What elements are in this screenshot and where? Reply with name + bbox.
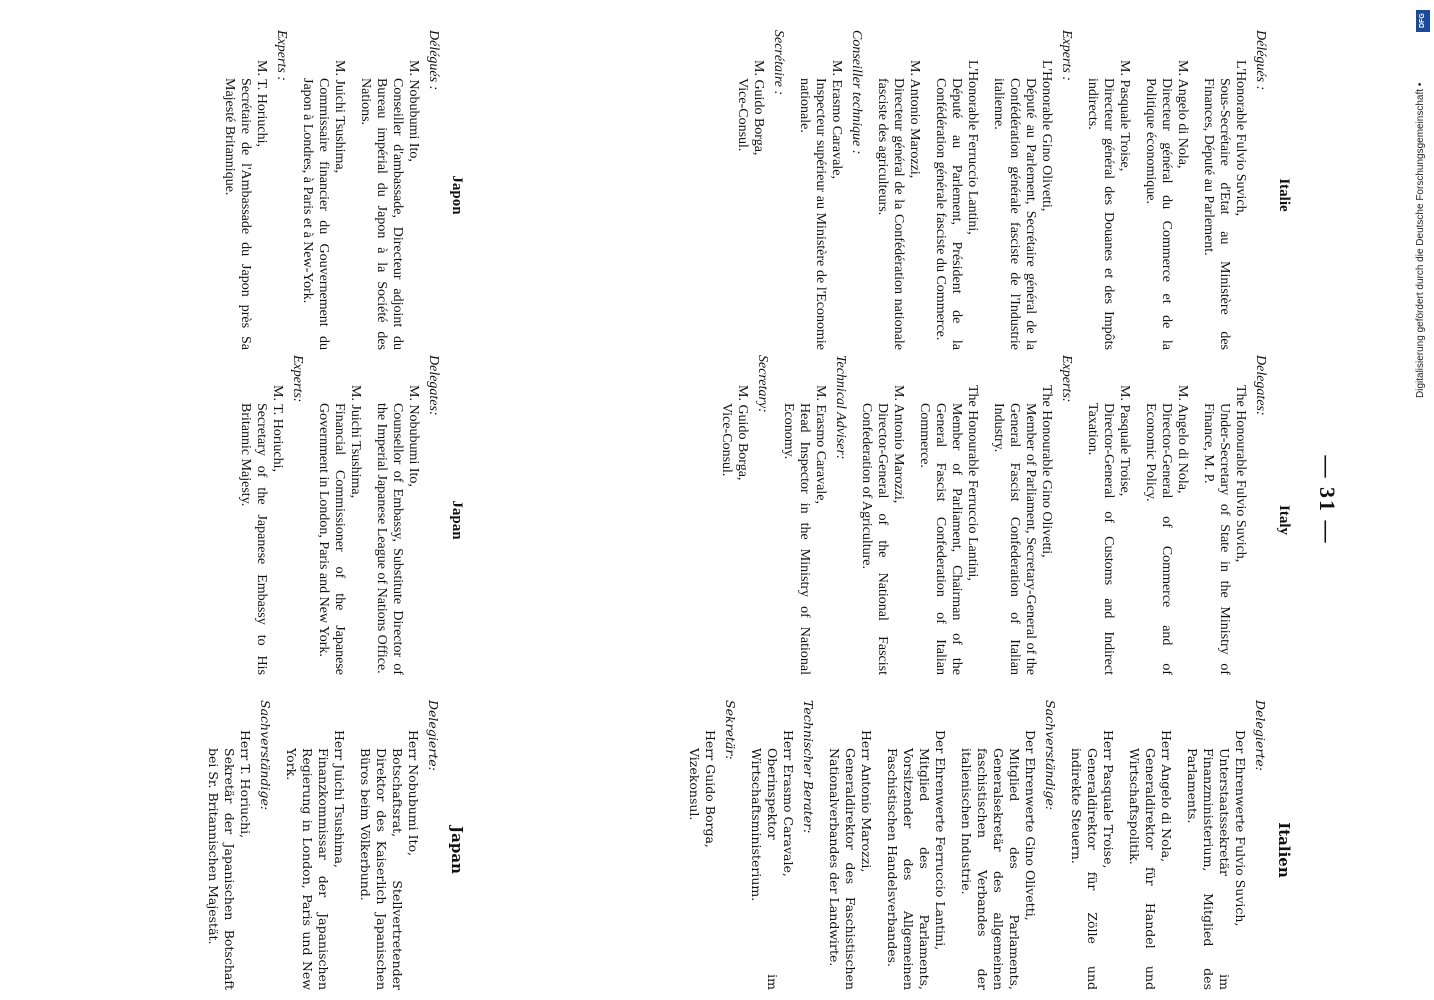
country-heading: Italie (1276, 178, 1292, 212)
experts-label: Sachverständige: (258, 700, 273, 811)
person-title: Finanzkommissar der Japanischen Regierung in London, Paris und New York. (284, 748, 331, 990)
italy-french-column (724, 30, 1292, 360)
person-name: M. T. Horiuchi, (254, 60, 269, 147)
person-entry (373, 355, 421, 685)
person-name: M. Antonio Marozzi, (891, 385, 906, 504)
person-name: Herr Guido Borga, (703, 730, 718, 848)
person-name: Herr Angelo di Nola, (1159, 730, 1174, 863)
person-title: Director-General of the National Fascist Confederation of Agriculture. (859, 403, 890, 675)
experts-label: Experts : (274, 30, 289, 81)
person-name: M. Juichi Tsushima, (332, 60, 347, 174)
italy-german-column (676, 700, 1292, 1000)
person-title: Mitglied des Parlaments, Generalsekretär des allgemeinen faschistischen Verbandes der italienischen Industrie. (959, 748, 1022, 990)
person-name: M. Guido Borga, (751, 60, 766, 156)
delegates-label: Delegierte: (1253, 700, 1268, 771)
person-name: Herr Pasquale Troise, (1101, 730, 1116, 869)
japan-english-column (227, 355, 465, 685)
person-entry (1200, 355, 1248, 685)
person-title: Vizekonsul. (687, 748, 702, 821)
person-entry (932, 30, 980, 360)
person-entry (1084, 355, 1132, 685)
person-entry (958, 700, 1038, 1000)
person-title: Vice-Consul. (719, 403, 734, 477)
person-title: Oberinspektor im Wirtschaftsministerium. (749, 748, 780, 990)
delegates-label: Delegates: (1253, 355, 1268, 416)
person-entry (734, 30, 766, 360)
person-entry (1084, 30, 1132, 360)
person-name: M. Angelo di Nola, (1175, 385, 1190, 494)
watermark-text: Digitalisierung gefördert durch die Deutsche Forschungsgemeinschaft • (1415, 82, 1426, 398)
person-title: Member of Parliament, Secretary-General of the General Fascist Confederation of Italian Industry. (991, 403, 1038, 675)
technical-adviser-label: Technischer Berater: (801, 700, 816, 834)
person-title: Vice-Consul. (735, 78, 750, 152)
person-name: Der Ehrenwerte Ferruccio Lantini, (933, 730, 948, 951)
country-heading: Japan (449, 500, 465, 540)
person-title: Counsellor of Embassy, Substitute Director of the Imperial Japanese League of Nations Office. (374, 403, 405, 675)
person-name: Herr Juichi Tsushima, (332, 730, 347, 868)
page-number: — 31 — (1315, 455, 1340, 545)
country-heading: Italien (1275, 822, 1293, 878)
person-title: Sous-Secrétaire d'Etat au Ministère des Finances, Député au Parlement. (1201, 78, 1232, 350)
person-title: Generaldirektor für Zölle und indirekte Steuern. (1069, 748, 1100, 990)
secretary-label: Secrétaire : (771, 30, 786, 96)
person-title: Secretary of the Japanese Embassy to His Britannic Majesty. (238, 403, 269, 675)
person-name: M. Antonio Marozzi, (907, 60, 922, 179)
delegates-label: Délégués : (1253, 30, 1268, 91)
person-entry (780, 355, 828, 685)
person-name: M. Angelo di Nola, (1175, 60, 1190, 169)
person-entry (221, 30, 269, 360)
person-title: Député au Parlement, Président de la Confédération générale fasciste du Commerce. (933, 78, 964, 350)
person-name: The Honourable Fulvio Suvich, (1233, 385, 1248, 563)
person-entry (686, 700, 718, 1000)
person-entry (858, 355, 906, 685)
person-name: M. Nobubumi Ito, (406, 385, 421, 487)
japan-french-column (211, 30, 465, 360)
person-entry (884, 700, 948, 1000)
person-entry (796, 30, 844, 360)
person-title: Generaldirektor des Faschistischen Nationalverbandes der Landwirte. (827, 748, 858, 990)
person-name: Der Ehrenwerte Fulvio Suvich, (1233, 730, 1248, 927)
person-entry (990, 30, 1054, 360)
person-name: The Honourable Ferruccio Lantini, (965, 385, 980, 581)
person-title: Mitglied des Parlaments, Vorsitzender des Allgemeinen Faschistischen Handelsverbandes. (885, 748, 932, 990)
experts-label: Experts : (1059, 30, 1074, 81)
person-title: Directeur général du Commerce et de la Politique économique. (1143, 78, 1174, 350)
person-name: M. Pasquale Troise, (1117, 385, 1132, 497)
person-title: Financial Commissioner of the Japanese Government in London, Paris and New York. (316, 403, 347, 675)
experts-label: Experts: (290, 355, 305, 403)
dfg-logo-icon: DFG (1416, 10, 1430, 32)
person-title: Generaldirektor für Handel und Wirtschaftspolitik. (1127, 748, 1158, 990)
person-entry (283, 700, 347, 1000)
person-name: M. Guido Borga, (735, 385, 750, 481)
experts-label: Sachverständige: (1043, 700, 1058, 811)
person-entry (315, 355, 363, 685)
italy-english-column (708, 355, 1292, 685)
person-name: Herr Erasmo Caravale, (781, 730, 796, 877)
technical-adviser-label: Technical Adviser: (833, 355, 848, 460)
delegates-label: Delegierte: (426, 700, 441, 771)
person-title: Head Inspector in the Ministry of National Economy. (781, 403, 812, 675)
person-entry (748, 700, 796, 1000)
person-name: Herr Antonio Marozzi, (859, 730, 874, 873)
secretary-label: Secretary: (755, 355, 770, 413)
person-name: M. Erasmo Caravale, (813, 385, 828, 504)
person-name: Der Ehrenwerte Gino Olivetti, (1023, 730, 1038, 921)
person-title: Member of Parliament, Chairman of the General Fascist Confederation of Italian Commerce. (917, 403, 964, 675)
person-entry (205, 700, 253, 1000)
person-title: Sekretär der Japanischen Botschaft bei Sr. Britannischen Majestät. (206, 748, 237, 990)
person-title: Directeur général de la Confédération nationale fasciste des agriculteurs. (875, 78, 906, 350)
person-title: Directeur général des Douanes et des Impôts indirects. (1085, 78, 1116, 350)
person-name: M. Pasquale Troise, (1117, 60, 1132, 172)
delegates-label: Delegates: (426, 355, 441, 416)
person-title: Unterstaatssekretär im Finanzministerium, Mitglied des Parlaments. (1185, 748, 1232, 990)
experts-label: Experts: (1059, 355, 1074, 403)
person-title: Commissaire financier du Gouvernement du Japon à Londres, à Paris et à New-York. (300, 78, 331, 350)
person-entry (718, 355, 750, 685)
person-entry (1142, 30, 1190, 360)
person-entry (1200, 30, 1248, 360)
person-name: L'Honorable Gino Olivetti, (1039, 60, 1054, 212)
person-entry (826, 700, 874, 1000)
person-title: Député au Parlement, Secrétaire général de la Confédération générale fasciste de l'Industrie italienne. (991, 78, 1038, 350)
person-entry (1142, 355, 1190, 685)
person-title: Director-General of Customs and Indirect Taxation. (1085, 403, 1116, 675)
person-entry (874, 30, 922, 360)
person-title: Conseiller d'ambassade, Directeur adjoint du Bureau impérial du Japon à la Société des Nations. (358, 78, 405, 350)
person-entry (237, 355, 285, 685)
person-name: M. Erasmo Caravale, (829, 60, 844, 179)
person-entry (357, 700, 421, 1000)
person-entry (990, 355, 1054, 685)
country-heading: Japan (448, 826, 466, 874)
person-name: M. T. Horiuchi, (270, 385, 285, 472)
person-entry (916, 355, 980, 685)
person-name: The Honourable Gino Olivetti, (1039, 385, 1054, 558)
digitization-watermark (1415, 10, 1434, 398)
japan-german-column (195, 700, 465, 1000)
person-name: L'Honorable Ferruccio Lantini, (965, 60, 980, 235)
person-entry (1068, 700, 1116, 1000)
secretary-label: Sekretär: (723, 700, 738, 760)
person-name: Herr Nobubumi Ito, (406, 730, 421, 857)
person-entry (299, 30, 347, 360)
delegates-label: Délégués : (426, 30, 441, 91)
person-title: Inspecteur supérieur au Ministère de l'Economie nationale. (797, 78, 828, 350)
country-heading: Italy (1276, 505, 1292, 535)
person-name: Herr T. Horiuchi, (238, 730, 253, 839)
country-heading: Japon (449, 175, 465, 215)
person-title: Under-Secretary of State in the Ministry of Finance, M. P. (1201, 403, 1232, 675)
person-name: M. Juichi Tsushima, (348, 385, 363, 499)
person-title: Botschaftsrat, Stellvertretender Direktor des Kaiserlich Japanischen Büros beim Völkerbund. (358, 748, 405, 990)
technical-adviser-label: Conseiller technique : (849, 30, 864, 155)
person-name: L'Honorable Fulvio Suvich, (1233, 60, 1248, 217)
person-entry (1184, 700, 1248, 1000)
person-name: M. Nobubumi Ito, (406, 60, 421, 162)
person-entry (1126, 700, 1174, 1000)
person-title: Secrétaire de l'Ambassade du Japon près Sa Majesté Britannique. (222, 78, 253, 350)
person-entry (357, 30, 421, 360)
person-title: Director-General of Commerce and of Economic Policy. (1143, 403, 1174, 675)
